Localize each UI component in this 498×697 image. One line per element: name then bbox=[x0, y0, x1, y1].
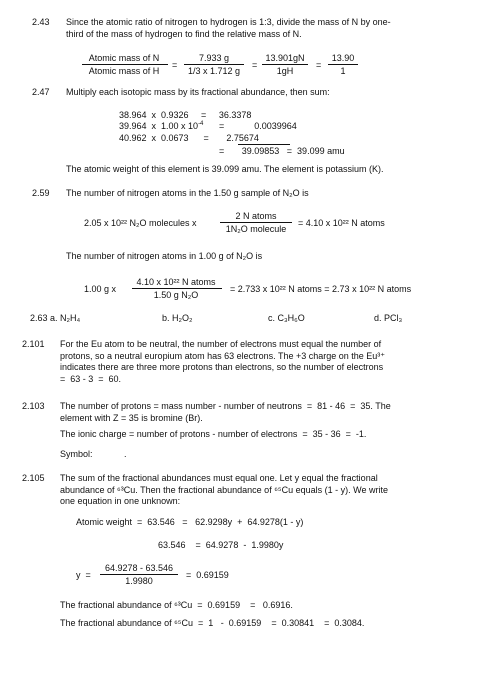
answer-d: d. PCl₃ bbox=[374, 313, 403, 323]
symbol-label: Symbol: bbox=[60, 449, 93, 459]
problem-text: abundance of ⁶³Cu. Then the fractional abundance of ⁶⁵Cu equals (1 - y). We write bbox=[60, 485, 388, 495]
fraction-bar bbox=[82, 64, 168, 65]
calc-row: = 0.0039964 bbox=[219, 121, 297, 131]
symbol-dot: . bbox=[124, 449, 127, 459]
problem-text: indicates there are three more protons than electrons, so the number of electrons bbox=[60, 362, 384, 372]
calc-row: 38.964 x 0.9326 = 36.3378 bbox=[119, 110, 252, 120]
fraction-bar bbox=[220, 222, 292, 223]
equals-sign: = bbox=[316, 60, 322, 70]
result-text: The fractional abundance of ⁶³Cu = 0.69159 = 0.6916. bbox=[60, 600, 293, 610]
problem-text: The sum of the fractional abundances must equal one. Let y equal the fractional bbox=[60, 473, 378, 483]
problem-text: third of the mass of hydrogen to find the relative mass of N. bbox=[66, 29, 302, 39]
fraction-numerator: Atomic mass of N bbox=[88, 53, 160, 63]
problem-text: For the Eu atom to be neutral, the number of electrons must equal the number of bbox=[60, 339, 382, 349]
fraction-numerator: 13.901gN bbox=[265, 53, 305, 63]
problem-text: Since the atomic ratio of nitrogen to hydrogen is 1:3, divide the mass of N by one- bbox=[66, 17, 391, 27]
problem-text: The number of protons = mass number - number of neutrons = 81 - 46 = 35. The bbox=[60, 401, 391, 411]
fraction-bar bbox=[262, 64, 308, 65]
answer-c: c. C₃H₆O bbox=[268, 313, 305, 323]
result-text: The fractional abundance of ⁶⁵Cu = 1 - 0.69159 = 0.30841 = 0.3084. bbox=[60, 618, 365, 628]
y-label: y = bbox=[76, 570, 91, 580]
fraction-denominator: 1N₂O molecule bbox=[225, 224, 287, 234]
problem-text: element with Z = 35 is bromine (Br). bbox=[60, 413, 203, 423]
equation-left: 1.00 g x bbox=[84, 284, 117, 294]
equation-right: = 4.10 x 10²² N atoms bbox=[298, 218, 385, 228]
problem-number: 2.59 bbox=[32, 188, 50, 198]
fraction-numerator: 4.10 x 10²² N atoms bbox=[136, 277, 216, 287]
calc-row: 40.962 x 0.0673 = 2.75674 bbox=[119, 133, 259, 143]
problem-number: 2.47 bbox=[32, 87, 50, 97]
equals-sign: = bbox=[172, 60, 178, 70]
fraction-denominator: Atomic mass of H bbox=[88, 66, 160, 76]
problem-text: protons, so a neutral europium atom has 63 electrons. The +3 charge on the Eu³⁺ bbox=[60, 351, 386, 361]
answer-b: b. H₂O₂ bbox=[162, 313, 193, 323]
problem-text: The number of nitrogen atoms in 1.00 g of N₂O is bbox=[66, 251, 263, 261]
fraction-bar bbox=[328, 64, 358, 65]
fraction-denominator: 1 bbox=[340, 66, 346, 76]
sum-line bbox=[238, 144, 290, 145]
equation-right: = 2.733 x 10²² N atoms = 2.73 x 10²² N atoms bbox=[230, 284, 412, 294]
problem-number: 2.105 bbox=[22, 473, 45, 483]
fraction-numerator: 13.90 bbox=[331, 53, 355, 63]
fraction-numerator: 7.933 g bbox=[198, 53, 230, 63]
problem-number: 2.103 bbox=[22, 401, 45, 411]
fraction-bar bbox=[132, 288, 222, 289]
equation-left: 2.05 x 10²² N₂O molecules x bbox=[84, 218, 197, 228]
problem-text: one equation in one unknown: bbox=[60, 496, 181, 506]
fraction-denominator: 1gH bbox=[276, 66, 294, 76]
equation: 63.546 = 64.9278 - 1.9980y bbox=[158, 540, 284, 550]
fraction-numerator: 64.9278 - 63.546 bbox=[104, 563, 174, 573]
problem-text: The number of nitrogen atoms in the 1.50 g sample of N₂O is bbox=[66, 188, 309, 198]
fraction-bar bbox=[184, 64, 244, 65]
problem-text: Multiply each isotopic mass by its fractional abundance, then sum: bbox=[66, 87, 330, 97]
calc-row: 39.964 x 1.00 x $10^{-4}$ bbox=[119, 121, 204, 131]
fraction-denominator: 1.9980 bbox=[125, 576, 153, 586]
fraction-bar bbox=[100, 574, 178, 575]
fraction-numerator: 2 N atoms bbox=[235, 211, 277, 221]
y-result: = 0.69159 bbox=[186, 570, 229, 580]
problem-text: The ionic charge = number of protons - number of electrons = 35 - 36 = -1. bbox=[60, 429, 367, 439]
equation: Atomic weight = 63.546 = 62.9298y + 64.9278(1 - y) bbox=[76, 517, 304, 527]
answer-a: 2.63 a. N₂H₄ bbox=[30, 313, 81, 323]
problem-number: 2.101 bbox=[22, 339, 45, 349]
problem-number: 2.43 bbox=[32, 17, 50, 27]
conclusion-text: The atomic weight of this element is 39.099 amu. The element is potassium (K). bbox=[66, 164, 384, 174]
calc-row: = 39.09853 = 39.099 amu bbox=[219, 146, 345, 156]
fraction-denominator: 1.50 g N₂O bbox=[153, 290, 199, 300]
fraction-denominator: 1/3 x 1.712 g bbox=[187, 66, 241, 76]
problem-text: = 63 - 3 = 60. bbox=[60, 374, 122, 384]
equals-sign: = bbox=[252, 60, 258, 70]
